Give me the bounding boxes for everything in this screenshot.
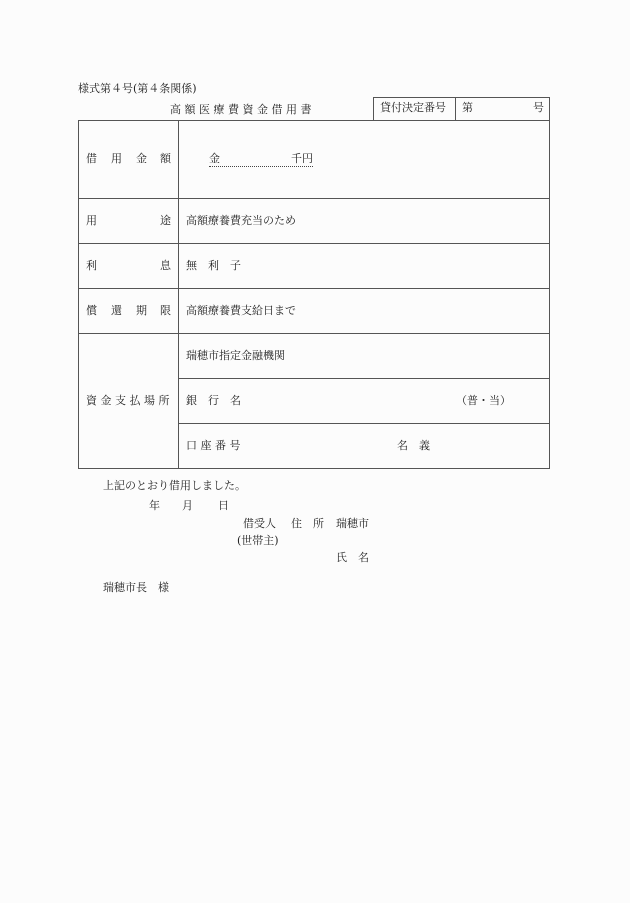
label-char: 利 [86, 259, 97, 272]
day-label: 日 [218, 499, 229, 512]
document-title: 高 額 医 療 費 資 金 借 用 書 [170, 103, 312, 116]
name-label: 氏 名 [336, 551, 369, 564]
label-char: 限 [160, 304, 171, 317]
label-char: 借 [86, 152, 97, 165]
decision-number-label: 貸付決定番号 [380, 101, 446, 114]
label-char: 途 [160, 214, 171, 227]
purpose-value: 高額療養費充当のため [186, 214, 296, 227]
address-label: 住 所 [291, 517, 324, 530]
payment-place-label: 資 金 支 払 場 所 [86, 394, 170, 407]
label-char: 息 [160, 259, 171, 272]
account-type[interactable]: （普・当） [456, 394, 511, 407]
label-char: 用 [86, 214, 97, 227]
decision-number-prefix: 第 [462, 101, 473, 114]
interest-value: 無 利 子 [186, 259, 241, 272]
repayment-value: 高額療養費支給日まで [186, 304, 296, 317]
year-label: 年 [149, 499, 160, 512]
label-char: 額 [160, 152, 171, 165]
address-value[interactable]: 瑞穂市 [336, 517, 369, 530]
decision-number-suffix: 号 [533, 101, 544, 114]
label-char: 用 [111, 152, 122, 165]
decision-number-field[interactable] [476, 99, 530, 118]
form-number: 様式第４号(第４条関係) [78, 82, 197, 95]
household-head-label: (世帯主) [237, 534, 279, 547]
month-label: 月 [182, 499, 193, 512]
label-char: 金 [136, 152, 147, 165]
account-number-label: 口 座 番 号 [186, 439, 241, 452]
designated-institution: 瑞穂市指定金融機関 [186, 349, 285, 362]
bank-name-label: 銀 行 名 [186, 394, 241, 407]
label-char: 還 [111, 304, 122, 317]
loan-amount-field[interactable] [209, 152, 313, 167]
borrower-label: 借受人 [243, 517, 276, 530]
label-char: 償 [86, 304, 97, 317]
addressee: 瑞穂市長 様 [103, 581, 169, 594]
amount-suffix: 千円 [291, 152, 313, 165]
label-char: 期 [136, 304, 147, 317]
statement-text: 上記のとおり借用しました。 [103, 479, 246, 492]
amount-prefix: 金 [209, 152, 220, 165]
name-field[interactable] [380, 547, 540, 563]
account-holder-label: 名 義 [397, 439, 430, 452]
